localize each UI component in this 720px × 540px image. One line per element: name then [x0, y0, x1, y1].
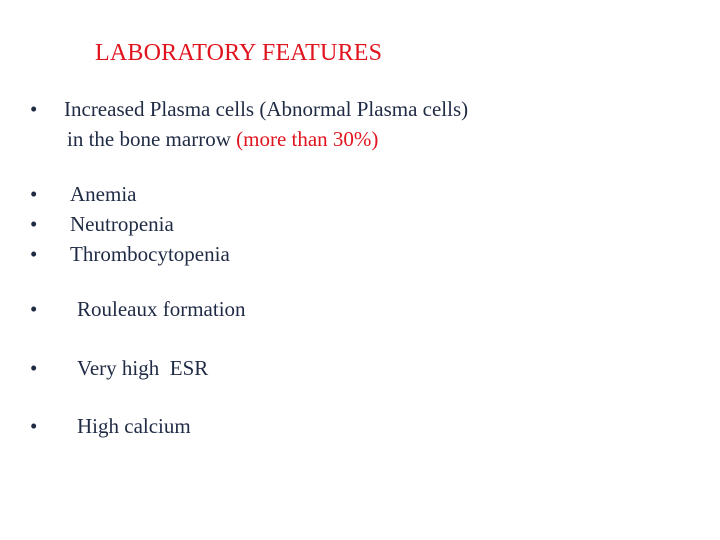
feature-neutropenia: Neutropenia	[70, 212, 174, 236]
feature-calcium: High calcium	[77, 414, 191, 438]
feature-plasma-cells-line2	[67, 127, 378, 152]
bullet-icon: •	[30, 356, 38, 380]
bullet-icon: •	[30, 212, 38, 236]
slide-title: LABORATORY FEATURES	[95, 40, 383, 66]
feature-esr: Very high ESR	[77, 356, 209, 380]
feature-rouleaux: Rouleaux formation	[77, 297, 246, 321]
feature-plasma-cells-threshold: (more than 30%)	[236, 127, 379, 151]
bullet-icon: •	[30, 414, 38, 438]
bullet-icon: •	[30, 242, 38, 266]
bullet-icon: •	[30, 97, 38, 121]
feature-plasma-cells-text: in the bone marrow	[67, 127, 231, 151]
bullet-icon: •	[30, 182, 38, 206]
feature-plasma-cells-line1: Increased Plasma cells (Abnormal Plasma cells)	[64, 97, 469, 121]
bullet-icon: •	[30, 297, 38, 321]
feature-anemia: Anemia	[70, 182, 137, 206]
feature-thrombocytopenia: Thrombocytopenia	[70, 242, 230, 266]
